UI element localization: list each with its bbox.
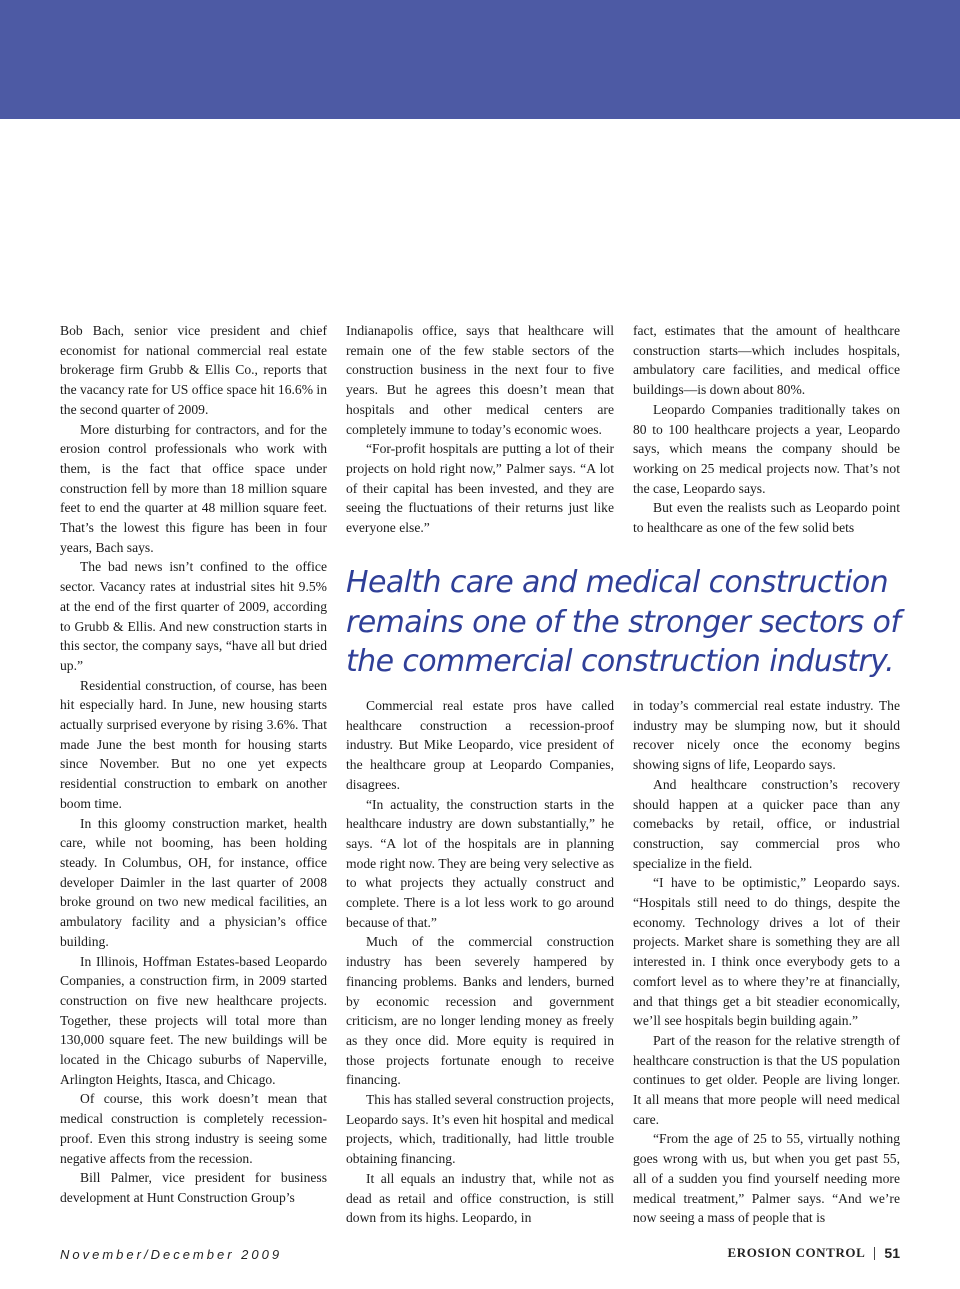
article-column-3-top <box>633 321 900 538</box>
footer-folio <box>727 1245 900 1261</box>
paragraph: “I have to be optimistic,” Leopardo says. “Hospitals still need to do things, despite the economy. Technology drives a lot of their projects. Market share is something they are all interested in. I think once everybody gets to a comfort level as to where they’re at financially, and that things get a bit steadier economically, we’ll see hospitals begin building again.” <box>633 875 900 1029</box>
paragraph: Bob Bach, senior vice president and chief economist for national commercial real estate brokerage firm Grubb & Ellis Co., reports that the vacancy rate for US office space hit 16.6% in the second quarter of 2009. <box>60 323 327 417</box>
pull-quote: Health care and medical construction remains one of the stronger sectors of the commercial construction industry. <box>346 565 901 679</box>
article-column-2-top <box>346 321 614 538</box>
paragraph: In Illinois, Hoffman Estates-based Leopardo Companies, a construction firm, in 2009 started construction on five new healthcare projects. Together, these projects will total more than 130,000 square feet. The new buildings will be located in the Chicago suburbs of Naperville, Arlington Heights, Itasca, and Chicago. <box>60 953 327 1087</box>
paragraph: Bill Palmer, vice president for business development at Hunt Construction Group’s <box>60 1170 327 1205</box>
magazine-name: EROSION CONTROL <box>727 1245 866 1260</box>
paragraph: Of course, this work doesn’t mean that medical construction is completely recession-proof. Even this strong industry is seeing some negative affects from the recession. <box>60 1091 327 1166</box>
paragraph: Leopardo Companies traditionally takes on 80 to 100 healthcare projects a year, Leopardo says, which means the company should be working on 25 medical projects now. That’s not the case, Leopardo says. <box>633 401 900 496</box>
paragraph: But even the realists such as Leopardo point to healthcare as one of the few solid bets <box>633 500 900 536</box>
paragraph: fact, estimates that the amount of healthcare construction starts—which includes hospitals, ambulatory care facilities, and medical office buildings—is down about 80%. <box>633 323 900 398</box>
paragraph: In this gloomy construction market, health care, while not booming, has been holding steady. In Columbus, OH, for instance, office developer Daimler in the last quarter of 2008 broke ground on two new medical facilities, an ambulatory facility and a physician’s office building. <box>60 815 327 949</box>
paragraph: Much of the commercial construction industry has been severely hampered by financing problems. Banks and lenders, burned by economic recession and government criticism, are no longer lending money as freely as they once did. More equity is required in those projects fortunate enough to receive financing. <box>346 934 614 1088</box>
paragraph: It all equals an industry that, while not as dead as retail and office construction, is still down from its highs. Leopardo, in <box>346 1170 614 1226</box>
paragraph: Residential construction, of course, has been hit especially hard. In June, new housing starts actually surprised everyone by rising 3.6%. That made June the best month for housing starts since November. But no one yet expects residential construction to embark on another boom time. <box>60 677 327 811</box>
folio-divider <box>874 1247 875 1260</box>
paragraph: “In actuality, the construction starts in the healthcare industry are down substantially,” he says. “A lot of the hospitals are in planning mode right now. They are being very selective as to what projects they actually construct and complete. There is a lot less work to go around because of that.” <box>346 796 614 930</box>
paragraph: “For-profit hospitals are putting a lot of their projects on hold right now,” Palmer says. “A lot of their capital has been invested, and they are seeing the fluctuations of their returns just like everyone else.” <box>346 441 614 536</box>
paragraph: Commercial real estate pros have called healthcare construction a recession-proof industry. But Mike Leopardo, vice president of the healthcare group at Leopardo Companies, disagrees. <box>346 698 614 792</box>
footer-date: November/December 2009 <box>60 1247 283 1262</box>
paragraph: “From the age of 25 to 55, virtually nothing goes wrong with us, but when you get past 55, all of a sudden you find yourself needing more medical treatment,” Palmer says. “And we’re now seeing a mass of people that is <box>633 1131 900 1226</box>
article-column-3-bottom <box>633 696 900 1228</box>
article-column-2-bottom <box>346 696 614 1228</box>
article-column-1 <box>60 321 327 1208</box>
paragraph: Indianapolis office, says that healthcare will remain one of the few stable sectors of the construction business in the next four to five years. But he agrees this doesn’t mean that hospitals and other medical centers are completely immune to today’s economic woes. <box>346 323 614 437</box>
paragraph: Part of the reason for the relative strength of healthcare construction is that the US population continues to get older. People are living longer. It all means that more people will need medical care. <box>633 1032 900 1127</box>
paragraph: in today’s commercial real estate industry. The industry may be slumping now, but it should recover nicely once the economy begins showing signs of life, Leopardo says. <box>633 698 900 773</box>
paragraph: And healthcare construction’s recovery should happen at a quicker pace than any comebacks by retail, office, or industrial construction, say commercial pros who specialize in the field. <box>633 776 900 871</box>
paragraph: The bad news isn’t confined to the office sector. Vacancy rates at industrial sites hit 9.5% at the end of the first quarter of 2009, according to Grubb & Ellis. And new construction starts in this sector, the company says, “have all but dried up.” <box>60 559 327 673</box>
paragraph: More disturbing for contractors, and for the erosion control professionals who work with them, is the fact that office space under construction fell by more than 18 million square feet to end the quarter at 48 million square feet. That’s the lowest this figure has been in four years, Bach says. <box>60 421 327 555</box>
header-banner <box>0 0 960 119</box>
page-number: 51 <box>884 1245 900 1261</box>
paragraph: This has stalled several construction projects, Leopardo says. It’s even hit hospital and medical projects, which, traditionally, had little trouble obtaining financing. <box>346 1092 614 1167</box>
